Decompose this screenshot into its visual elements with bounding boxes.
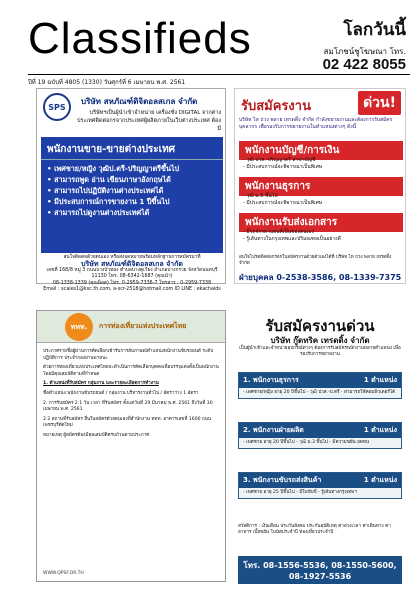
ad1-heading: พนักงานขาย-ขายต่างประเทศ	[41, 137, 223, 160]
brand-phone: 02 422 8055	[322, 56, 406, 73]
position-details: - เพศชาย อายุ 25 ปีขึ้นไป - มีใบขับขี่ - รู้เส้นทางกรุงเทพฯ	[239, 488, 401, 498]
ad1-email: Email : scales1@ksc.th.com, a-scr-2518@hotmail.com ID LINE : ekachaids	[43, 287, 221, 293]
tat-logo-icon: ททท.	[65, 313, 93, 341]
position-details: - เพศชาย/หญิง อายุ 20 ปีขึ้นไป - วุฒิ ปวส.-ป.ตรี - สามารถใช้คอมพิวเตอร์ได้	[239, 388, 401, 398]
brand-logo: โลกวันนี้	[343, 20, 406, 39]
paragraph: หมายเหตุ ผู้สมัครต้องมีคุณสมบัติครบถ้วนตามประกาศ	[43, 432, 150, 438]
ad1-position-panel	[41, 137, 223, 253]
ad1-description: บริษัทฯเป็นผู้นำเข้าจำหน่าย เครื่องชั่ง DIGITAL จากต่างประเทศติดต่อกรจากประเทศผู้ผลิตภายในเว็บต่างประเทศ ต้องมี	[77, 110, 222, 132]
paragraph: 2. การรับสมัคร 2.1 วัน เวลา ที่รับสมัคร ตั้งแต่วันที่ 29 มีนาคม พ.ศ. 2561 ถึงวันที่ 30 เมษายน พ.ศ. 2561	[43, 400, 213, 413]
ad-tat-announcement	[36, 310, 226, 582]
detail-line: - มีประสบการณ์จะพิจารณาเป็นพิเศษ	[243, 200, 323, 206]
ad1-address: เลขที่ 168/8 หมู่ 3 ถนนบางบัวทอง ตำบลบางคูเวียง อำเภอบางกรวย จังหวัดนนทบุรี 11130 โทร. 08-6342-1687 (คุณนำ)	[46, 267, 218, 280]
position-count: 1 ตำแหน่ง	[363, 426, 397, 434]
paragraph: 2.2 สถานที่รับสมัคร ยื่นใบสมัครด้วยตนเองที่สำนักงาน ททท. อาคารเลขที่ 1600 ถนนเพชรบุรีตัดใหม่	[43, 416, 212, 429]
position-header	[239, 373, 401, 388]
ad2-footer: สนใจโปรดติดต่อกรอกใบสมัครงานด้วยตัวเองได้ที่ บริษัท ไท ถ่วง พลาย เทรดดิ้ง จำกัด	[239, 255, 392, 266]
position-header	[239, 423, 401, 438]
ad2-position-details	[243, 157, 403, 171]
ad2-position-details	[243, 229, 403, 243]
ad4-position-box	[238, 422, 402, 449]
list-item: • เพศชาย/หญิง วุฒิป.ตรี-ปริญญาตรีขึ้นไป	[47, 164, 180, 173]
ad1-apply-note: สนใจติดต่อด้วยตนเอง หรือส่งจดหมายพร้อมหลักฐานการสมัครมาที่	[63, 255, 201, 260]
ad1-company: บริษัท สหภัณฑ์ดิจิตอลสเกล จำกัด	[81, 97, 198, 106]
detail-line: - วุฒิ ม.6 ขึ้นไป	[243, 193, 278, 199]
detail-line: - มีประสบการณ์จะพิจารณาเป็นพิเศษ	[243, 164, 323, 170]
ad2-position-title: พนักงานธุรการ	[239, 177, 403, 196]
classifieds-page	[10, 10, 410, 586]
paragraph: ด้วยการท่องเที่ยวแห่งประเทศไทยจะดำเนินการคัดเลือกบุคคลเพื่อบรรจุแต่งตั้งเป็นพนักงาน โดยมีคุณสมบัติตามที่กำหนด	[43, 365, 219, 377]
paragraph: ประกาศรายชื่อผู้ผ่านการคัดเลือกเข้ารับการสัมภาษณ์ตำแหน่งพนักงานขับรถยนต์ ระดับปฏิบัติการ ประจำกองยานพาหนะ	[43, 349, 214, 361]
ad2-company: บริษัท ไท ถ่วง พลาย เทรดดิ้ง จำกัด กำลังขยายงานและต้องการรับสมัครบุคลากร เพื่อรองรับการขยายงานในตำแหน่งต่างๆ ดังนี้	[239, 117, 393, 130]
ad1-phones: 08-1338-1339 (คุณพ็อต) โทร. 0-2959-7336-7 โทรสาร : 0-2959-7338	[52, 280, 212, 286]
ad2-heading: รับสมัครงาน	[241, 99, 311, 114]
position-title: 2. พนักงานฝ่ายผลิต	[243, 426, 304, 434]
list-item: • สามารถไปปฏิบัติงานต่างประเทศได้	[47, 186, 164, 195]
brand-block	[323, 16, 406, 72]
section-heading: 1. ตำแหน่งที่รับสมัคร กลุ่มงาน และรายละเอียดการทำงาน	[43, 381, 159, 387]
ad-tai-trading	[234, 88, 406, 284]
list-item: • มีประสบการณ์การขายงาน 1 ปีขึ้นไป	[47, 197, 170, 206]
ad1-company-name: บริษัท สหภัณฑ์ดิจิตอลสเกล จำกัด	[81, 260, 183, 269]
detail-line: - วุฒิ ปวส.-ปริญญาตรี สาขาบัญชี	[243, 157, 316, 163]
ad4-phone-bar: โทร. 08-1556-5536, 08-1550-5600, 08-1927-5536	[238, 556, 402, 584]
position-title: 3. พนักงานขับรถส่งสินค้า	[243, 476, 322, 484]
paragraph: ชื่อตำแหน่ง พนักงานขับรถยนต์ / กลุ่มงาน บริหารงานทั่วไป / อัตราว่าง 1 อัตรา	[43, 390, 199, 396]
ad3-header	[37, 311, 225, 343]
ad4-position-box	[238, 372, 402, 399]
ad2-phone-line	[239, 271, 403, 284]
ad2-position-details	[243, 193, 403, 207]
ad1-contact	[41, 255, 223, 293]
sps-logo-icon: SPS	[43, 93, 71, 121]
list-item: • สามารถไปดูงานต่างประเทศได้	[47, 208, 150, 217]
ad3-website: WWW.QPSF.OR.TH	[43, 571, 84, 576]
position-details: - เพศชาย อายุ 20 ปีขึ้นไป - วุฒิ ม.3 ขึ้นไป - มีความขยัน อดทน	[239, 438, 401, 448]
ad1-requirements	[41, 160, 223, 221]
ad2-tel: 0-2538-3586, 08-1339-7375	[276, 273, 402, 282]
ad4-position-box	[238, 472, 402, 499]
masthead	[10, 10, 410, 73]
ad-sps-scales	[36, 88, 226, 293]
ad-goodtrick	[234, 310, 406, 582]
ad4-intro: เป็นผู้นำเข้าและจำหน่ายอุปกรณ์ต่างๆ ต้องการรับสมัครพนักงานหลายตำแหน่ง เพื่อรองรับการขยายงาน	[239, 346, 401, 358]
ad3-body	[43, 349, 221, 443]
position-header	[239, 473, 401, 488]
position-count: 1 ตำแหน่ง	[363, 476, 397, 484]
ad2-position-title: พนักงานบัญชี/การเงิน	[239, 141, 403, 160]
ad4-company: บริษัท กู๊ดทริค เทรดดิ้ง จำกัด	[270, 336, 370, 345]
brand-subtitle: สมโภชน์ชูโฆษณา โทร.	[323, 47, 406, 56]
list-item: • สามารถพูด อ่าน เขียนภาษาอังกฤษได้	[47, 175, 171, 184]
position-count: 1 ตำแหน่ง	[363, 376, 397, 384]
urgent-badge: ด่วน!	[358, 91, 401, 115]
page-title: Classifieds	[28, 14, 252, 63]
issue-line: ปีที่ 19 ฉบับที่ 4805 (1330) วันศุกร์ที่ 6 เมษายน พ.ศ. 2561	[28, 74, 410, 87]
detail-line: - มีรถจักรยานยนต์เป็นของตนเอง	[243, 229, 314, 235]
detail-line: - รู้เส้นทางในกรุงเทพและปริมณฑลเป็นอย่างดี	[243, 236, 341, 242]
ad3-org-name: การท่องเที่ยวแห่งประเทศไทย	[99, 322, 187, 330]
ad2-position-title: พนักงานรับส่งเอกสาร	[239, 213, 403, 232]
ad2-tel-label: ฝ่ายบุคคล	[239, 273, 274, 282]
ad4-heading: รับสมัครงานด่วน	[265, 317, 375, 335]
position-title: 1. พนักงานธุรการ	[243, 376, 299, 384]
ad4-benefits: สวัสดิการ : เงินเดือน ประกันสังคม ประกันอุบัติเหตุ ค่าล่วงเวลา ค่าเดินทาง ค่าอาหาร เบี้ยขยัน โบนัสประจำปี ท่องเที่ยวประจำปี	[238, 524, 391, 535]
